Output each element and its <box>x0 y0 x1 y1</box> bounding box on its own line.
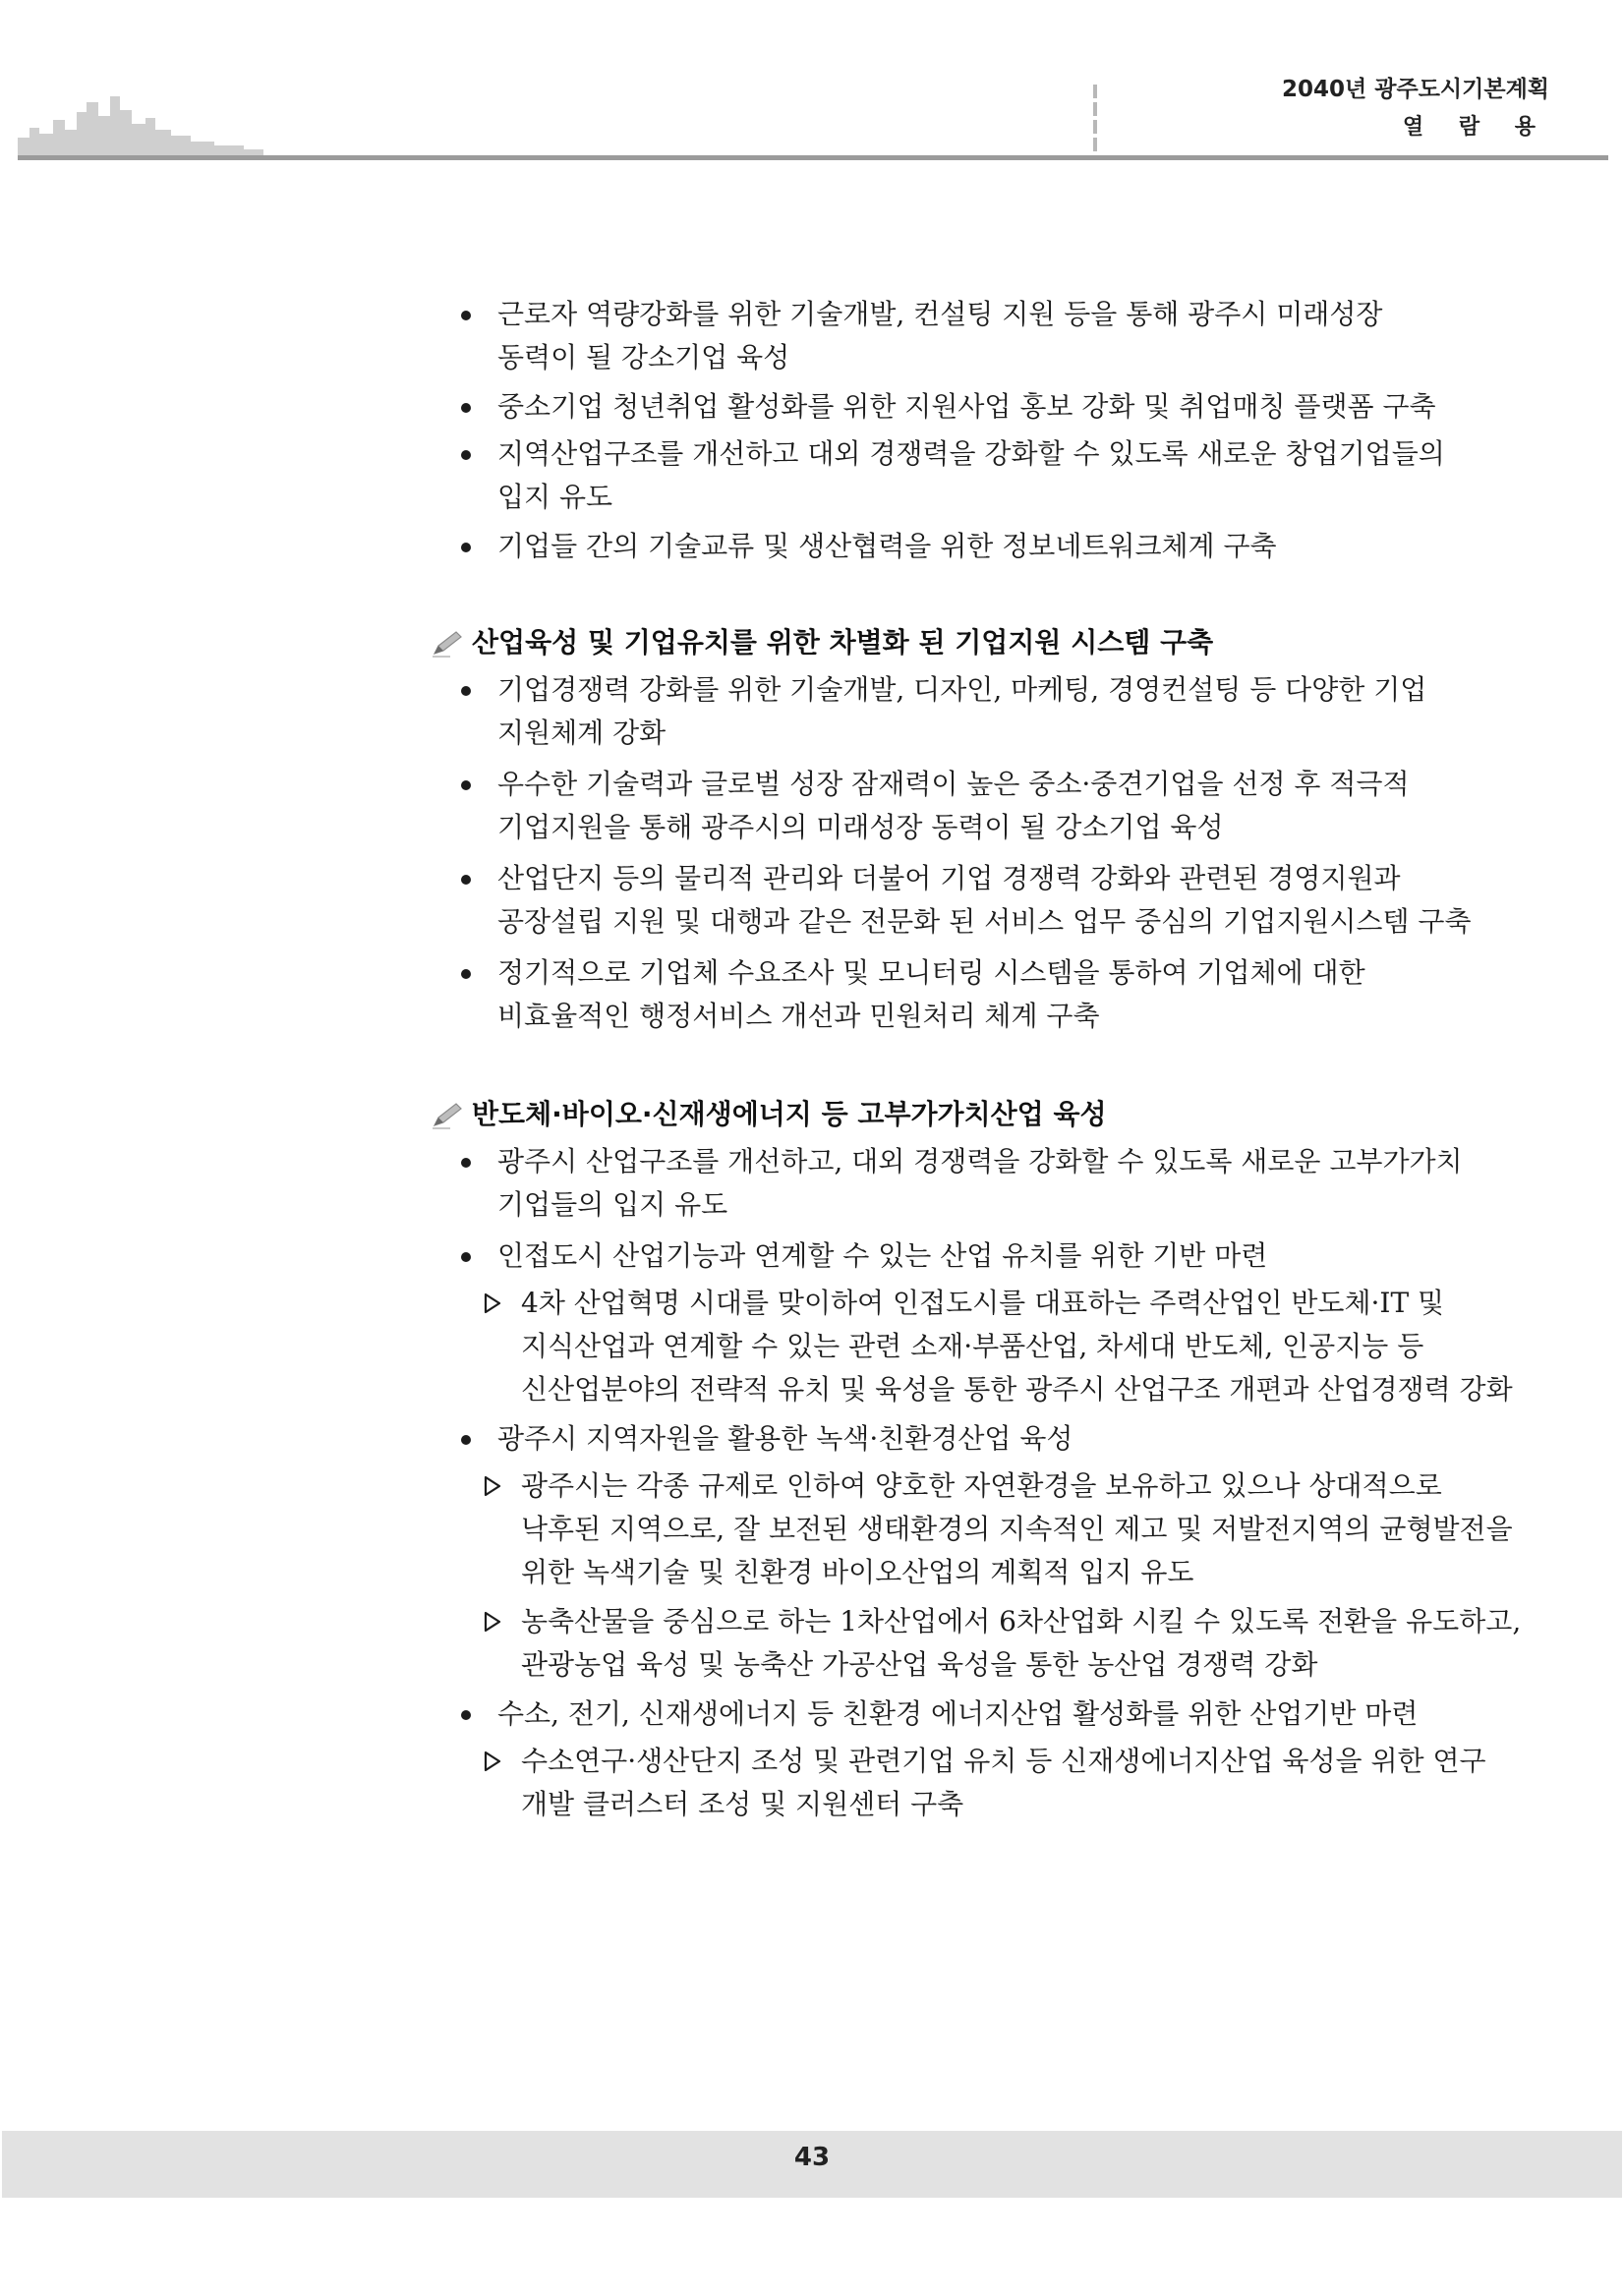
triangle-marker-icon <box>482 1598 503 1645</box>
pencil-icon <box>431 1102 464 1129</box>
bullet-dot <box>458 1691 474 1706</box>
pencil-icon <box>431 630 464 658</box>
section-heading-text: 반도체·바이오·신재생에너지 등 고부가가치산업 육성 <box>472 1098 1107 1130</box>
triangle-marker-icon <box>482 1738 503 1785</box>
city-skyline-logo <box>18 90 263 161</box>
section-heading-text: 산업육성 및 기업유치를 위한 차별화 된 기업지원 시스템 구축 <box>472 626 1214 659</box>
list-item-line: 우수한 기술력과 글로벌 성장 잠재력이 높은 중소·중견기업을 선정 후 적극적 <box>497 768 1410 800</box>
list-item-line: 공장설립 지원 및 대행과 같은 전문화 된 서비스 업무 중심의 기업지원시스템 구축 <box>497 905 1472 938</box>
sub-item-line: 개발 클러스터 조성 및 지원센터 구축 <box>521 1788 964 1820</box>
list-item-line: 입지 유도 <box>497 481 613 513</box>
bullet-dot <box>458 1415 474 1431</box>
bullet-dot <box>458 291 474 307</box>
bullet-dot <box>458 1138 474 1154</box>
list-item-line: 산업단지 등의 물리적 관리와 더불어 기업 경쟁력 강화와 관련된 경영지원과 <box>497 862 1401 894</box>
sub-item-line: 4차 산업혁명 시대를 맞이하여 인접도시를 대표하는 주력산업인 반도체·IT 및 <box>521 1287 1445 1319</box>
sub-item-line: 관광농업 육성 및 농축산 가공산업 육성을 통한 농산업 경쟁력 강화 <box>521 1648 1318 1681</box>
bullet-dot <box>458 761 474 776</box>
list-item-line: 지역산업구조를 개선하고 대외 경쟁력을 강화할 수 있도록 새로운 창업기업들의 <box>497 437 1445 470</box>
sub-item-line: 신산업분야의 전략적 유치 및 육성을 통한 광주시 산업구조 개편과 산업경쟁력 강화 <box>521 1373 1513 1406</box>
header-rule <box>18 155 1608 160</box>
section-heading <box>431 1091 1107 1138</box>
list-item-line: 기업지원을 통해 광주시의 미래성장 동력이 될 강소기업 육성 <box>497 811 1224 843</box>
list-item-line: 기업경쟁력 강화를 위한 기술개발, 디자인, 마케팅, 경영컨설팅 등 다양한 기업 <box>497 673 1427 706</box>
header-separator <box>1093 85 1103 153</box>
list-item-line: 중소기업 청년취업 활성화를 위한 지원사업 홍보 강화 및 취업매칭 플랫폼 구축 <box>497 390 1436 423</box>
list-item-line: 인접도시 산업기능과 연계할 수 있는 산업 유치를 위한 기반 마련 <box>497 1239 1268 1272</box>
bullet-dot <box>458 666 474 682</box>
page-number: 43 <box>793 2143 831 2172</box>
document-subtitle: 열 람 용 <box>1402 115 1549 140</box>
list-item-line: 기업들의 입지 유도 <box>497 1188 728 1221</box>
triangle-marker-icon <box>482 1463 503 1510</box>
bullet-dot <box>458 855 474 871</box>
bullet-dot <box>458 383 474 399</box>
list-item-line: 정기적으로 기업체 수요조사 및 모니터링 시스템을 통하여 기업체에 대한 <box>497 956 1365 989</box>
sub-item-line: 위한 녹색기술 및 친환경 바이오산업의 계획적 입지 유도 <box>521 1556 1194 1588</box>
list-item-line: 수소, 전기, 신재생에너지 등 친환경 에너지산업 활성화를 위한 산업기반 마련 <box>497 1697 1419 1730</box>
sub-item-line: 농축산물을 중심으로 하는 1차산업에서 6차산업화 시킬 수 있도록 전환을 유도하고, <box>521 1605 1522 1637</box>
document-title: 2040년 광주도시기본계획 <box>1282 77 1549 102</box>
section-heading <box>431 619 1213 666</box>
sub-item-line: 수소연구·생산단지 조성 및 관련기업 유치 등 신재생에너지산업 육성을 위한 연구 <box>521 1745 1486 1777</box>
list-item-line: 광주시 지역자원을 활용한 녹색·친환경산업 육성 <box>497 1422 1073 1455</box>
list-item-line: 비효율적인 행정서비스 개선과 민원처리 체계 구축 <box>497 1000 1100 1032</box>
bullet-dot <box>458 1233 474 1248</box>
bullet-dot <box>458 949 474 965</box>
list-item-line: 동력이 될 강소기업 육성 <box>497 341 790 373</box>
sub-item-line: 지식산업과 연계할 수 있는 관련 소재·부품산업, 차세대 반도체, 인공지능 등 <box>521 1330 1424 1362</box>
bullet-dot <box>458 523 474 539</box>
list-item-line: 근로자 역량강화를 위한 기술개발, 컨설팅 지원 등을 통해 광주시 미래성장 <box>497 298 1383 330</box>
list-item-line: 광주시 산업구조를 개선하고, 대외 경쟁력을 강화할 수 있도록 새로운 고부가가치 <box>497 1145 1463 1177</box>
sub-item-line: 광주시는 각종 규제로 인하여 양호한 자연환경을 보유하고 있으나 상대적으로 <box>521 1469 1442 1502</box>
triangle-marker-icon <box>482 1280 503 1327</box>
list-item-line: 기업들 간의 기술교류 및 생산협력을 위한 정보네트워크체계 구축 <box>497 530 1277 562</box>
bullet-dot <box>458 430 474 446</box>
sub-item-line: 낙후된 지역으로, 잘 보전된 생태환경의 지속적인 제고 및 저발전지역의 균형발전을 <box>521 1513 1513 1545</box>
list-item-line: 지원체계 강화 <box>497 717 667 749</box>
